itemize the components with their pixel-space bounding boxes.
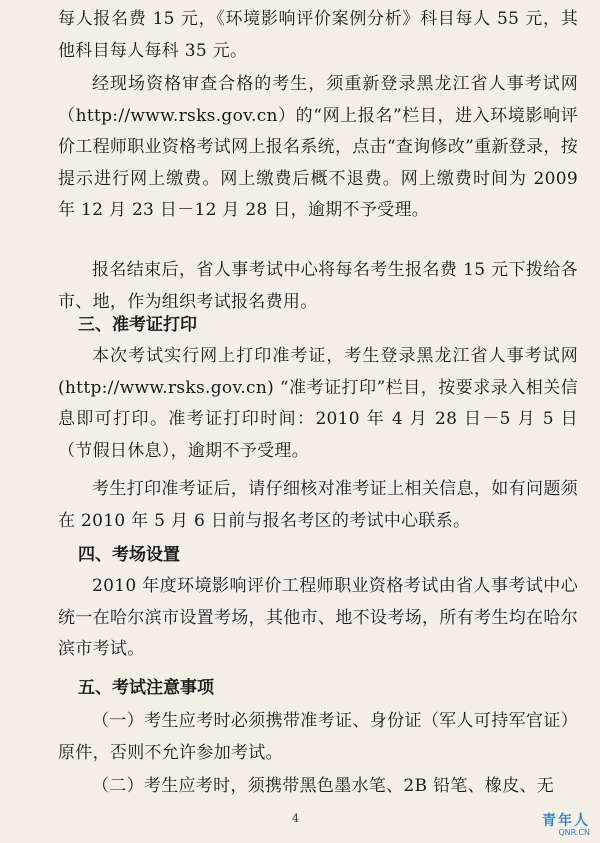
paragraph-online-payment: 经现场资格审查合格的考生，须重新登录黑龙江省人事考试网（http://www.rsks.gov.cn）的“网上报名”栏目，进入环境影响评价工程师职业资格考试网上报名系统，点击“查询修改”重新登录，按提示进行网上缴费。网上缴费后概不退费。网上缴费时间为 2009 年 12 月 23 日－12 月 28 日，逾期不予受理。 bbox=[58, 74, 578, 220]
heading-exam-notes: 五、考试注意事项 bbox=[78, 678, 214, 698]
watermark-logo bbox=[542, 810, 590, 837]
paragraph-ticket-check: 考生打印准考证后，请仔细核对准考证上相关信息，如有问题须在 2010 年 5 月 6 日前与报名考区的考试中心联系。 bbox=[58, 479, 578, 531]
paragraph-fee-allocation: 报名结束后，省人事考试中心将每名考生报名费 15 元下拨给各市、地，作为组织考试报名费用。 bbox=[58, 260, 578, 312]
page-number: 4 bbox=[292, 812, 299, 825]
paragraph-fee: 每人报名费 15 元，《环境影响评价案例分析》科目每人 55 元，其他科目每人每科 35 元。 bbox=[58, 9, 578, 61]
paragraph-venue: 2010 年度环境影响评价工程师职业资格考试由省人事考试中心统一在哈尔滨市设置考场，其他市、地不设考场，所有考生均在哈尔滨市考试。 bbox=[58, 576, 578, 659]
paragraph-note-1: （一）考生应考时必须携带准考证、身份证（军人可持军官证）原件，否则不允许参加考试。 bbox=[58, 711, 578, 763]
watermark-domain: QNR.CN bbox=[558, 828, 590, 837]
watermark-text: 青年人 bbox=[542, 813, 590, 829]
heading-admission-ticket: 三、准考证打印 bbox=[78, 315, 197, 335]
heading-exam-venue: 四、考场设置 bbox=[78, 545, 180, 565]
paragraph-note-2: （二）考生应考时，须携带黑色墨水笔、2B 铅笔、橡皮、无 bbox=[92, 776, 555, 796]
paragraph-ticket-printing: 本次考试实行网上打印准考证，考生登录黑龙江省人事考试网(http://www.rsks.gov.cn) “准考证打印”栏目，按要求录入相关信息即可打印。准考证打印时间：2010 年 4 月 28 日－5 月 5 日（节假日休息），逾期不予受理。 bbox=[58, 346, 578, 461]
